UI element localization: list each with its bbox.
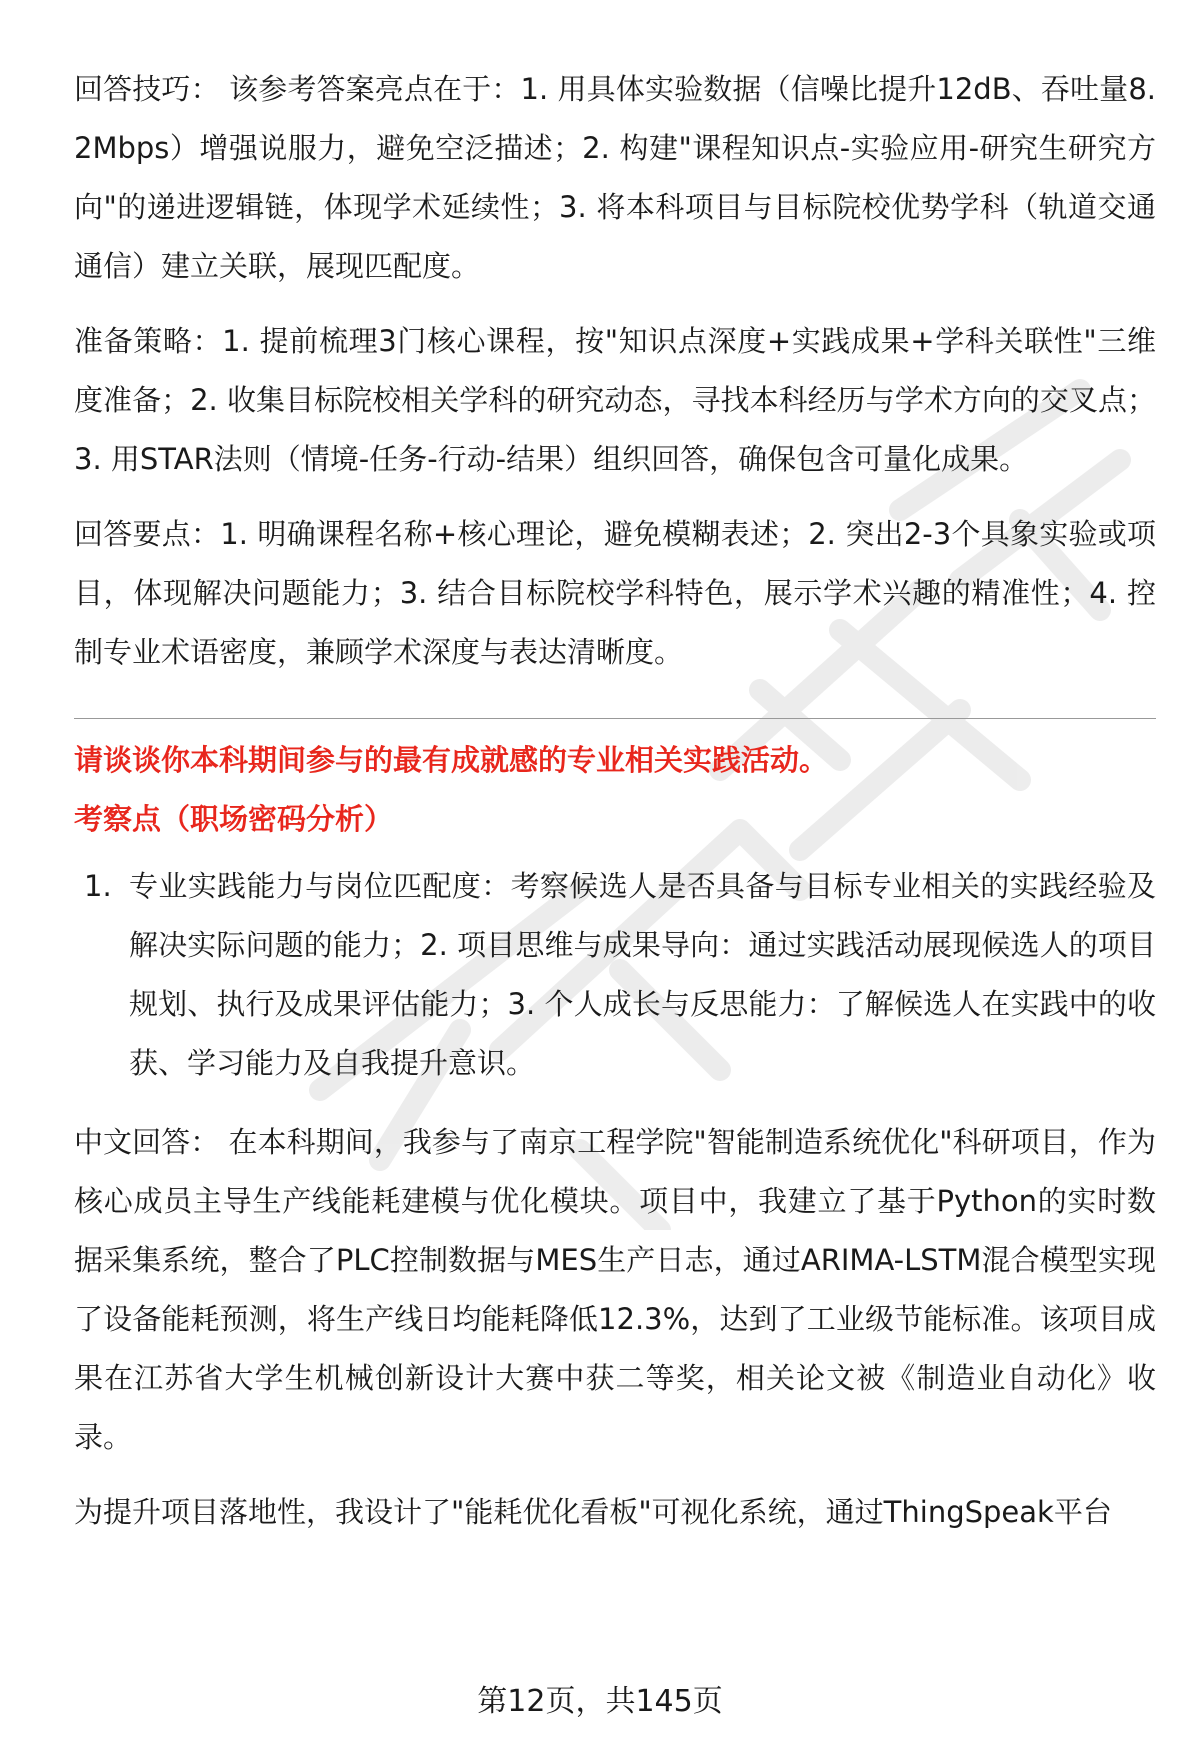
exam-points-list: [74, 857, 1156, 1093]
answer-tips-paragraph: 回答技巧： 该参考答案亮点在于：1. 用具体实验数据（信噪比提升12dB、吞吐量8.2Mbps）增强说服力，避免空泛描述；2. 构建"课程知识点-实验应用-研究生研究方向"的递进逻辑链，体现学术延续性；3. 将本科项目与目标院校优势学科（轨道交通通信）建立关联，展现匹配度。: [74, 72, 1156, 283]
exam-points-title: 考察点（职场密码分析）: [74, 802, 394, 836]
list-item: [74, 857, 1156, 1093]
answer-continuation-paragraph: 为提升项目落地性，我设计了"能耗优化看板"可视化系统，通过ThingSpeak平台: [74, 1495, 1112, 1529]
answer-points-paragraph: 回答要点：1. 明确课程名称+核心理论，避免模糊表述；2. 突出2-3个具象实验或项目，体现解决问题能力；3. 结合目标院校学科特色，展示学术兴趣的精准性；4. 控制专业术语密度，兼顾学术深度与表达清晰度。: [74, 517, 1156, 669]
page-number-footer: 第12页，共145页: [477, 1684, 723, 1719]
page-content: [74, 60, 1156, 1542]
question-heading: 请谈谈你本科期间参与的最有成就感的专业相关实践活动。: [74, 743, 829, 777]
list-item-number: 1.: [84, 869, 112, 903]
section-divider: [74, 718, 1156, 719]
list-item-text: 专业实践能力与岗位匹配度：考察候选人是否具备与目标专业相关的实践经验及解决实际问题的能力；2. 项目思维与成果导向：通过实践活动展现候选人的项目规划、执行及成果评估能力；3. 个人成长与反思能力：了解候选人在实践中的收获、学习能力及自我提升意识。: [129, 869, 1156, 1080]
prep-strategy-paragraph: 准备策略：1. 提前梳理3门核心课程，按"知识点深度+实践成果+学科关联性"三维度准备；2. 收集目标院校相关学科的研究动态，寻找本科经历与学术方向的交叉点；3. 用STAR法则（情境-任务-行动-结果）组织回答，确保包含可量化成果。: [74, 324, 1156, 476]
chinese-answer-paragraph: 中文回答： 在本科期间，我参与了南京工程学院"智能制造系统优化"科研项目，作为核心成员主导生产线能耗建模与优化模块。项目中，我建立了基于Python的实时数据采集系统，整合了PLC控制数据与MES生产日志，通过ARIMA-LSTM混合模型实现了设备能耗预测，将生产线日均能耗降低12.3%，达到了工业级节能标准。该项目成果在江苏省大学生机械创新设计大赛中获二等奖，相关论文被《制造业自动化》收录。: [74, 1125, 1156, 1454]
